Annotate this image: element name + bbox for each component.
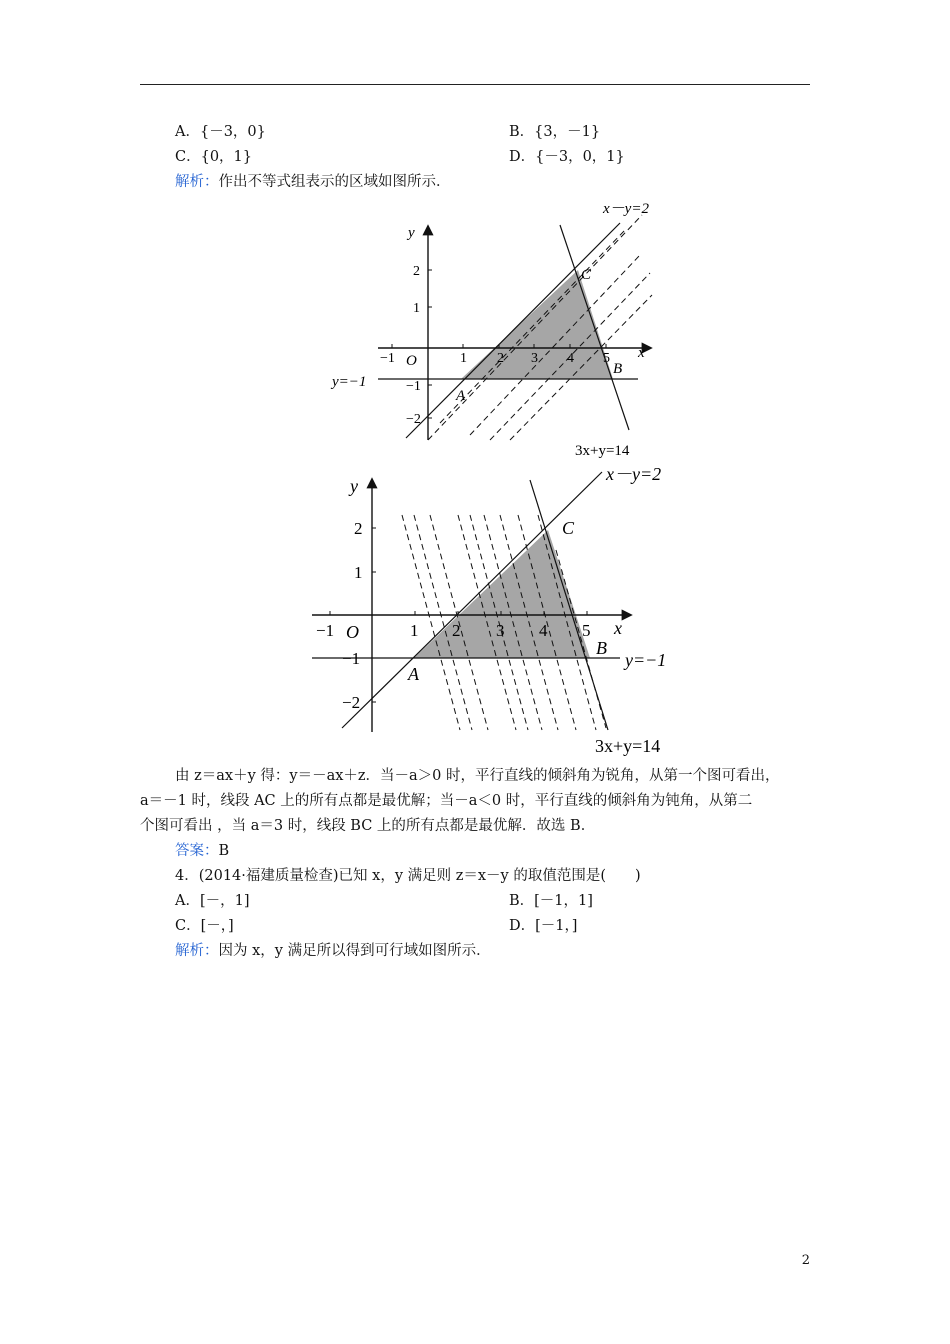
fig2-point-c: C	[562, 518, 575, 538]
fig1-point-b: B	[613, 361, 623, 377]
fig1-tick-x: 5	[603, 351, 610, 366]
fig1-tick-y: −2	[406, 412, 421, 427]
fig1-point-a: A	[456, 388, 466, 404]
dashed-level-line	[428, 215, 642, 440]
q4-option-a: A．[－，1]	[175, 893, 250, 909]
fig2-tick-y: −2	[342, 693, 361, 712]
q3-analysis-label: 解析：	[175, 174, 219, 190]
fig2-point-b: B	[596, 638, 607, 658]
dashed-level-line	[440, 230, 625, 423]
answer-value: B	[218, 843, 230, 859]
q3-analysis	[175, 172, 451, 192]
fig2-tick-y: −1	[342, 649, 361, 668]
page-number: 2	[801, 1253, 810, 1268]
fig1-tick-x: 2	[497, 351, 504, 366]
figure-2	[290, 460, 710, 760]
fig2-tick-y: 1	[354, 563, 363, 582]
explain-line-3: 个图可看出 ，当 a＝3 时，线段 BC 上的所有点都是最优解．故选 B．	[140, 818, 596, 834]
fig1-label-x-minus-y: x－y=2	[603, 201, 649, 217]
fig2-tick-x: 5	[582, 621, 591, 640]
explain-line-1: 由 z＝ax＋y 得：y＝－ax＋z．当－a＞0 时，平行直线的倾斜角为锐角，从第一个图可看出，	[175, 768, 780, 784]
fig1-x-axis-label: x	[638, 345, 645, 361]
header-rule	[140, 84, 810, 85]
fig2-label-x-minus-y: x－y=2	[606, 464, 662, 484]
fig2-point-a: A	[408, 664, 419, 684]
fig2-label-3x-plus-y: 3x+y=14	[595, 736, 661, 756]
fig1-tick-x: −1	[380, 351, 395, 366]
q4-stem: 4．(2014·福建质量检查)已知 x，y 满足则 z＝x－y 的取值范围是( )	[175, 868, 641, 884]
q4-option-c: C．[－，]	[175, 918, 234, 934]
fig1-label-3x-plus-y: 3x+y=14	[575, 443, 630, 459]
fig1-tick-x: 1	[460, 351, 467, 366]
fig2-label-y-minus-1: y=−1	[625, 650, 667, 670]
q4-option-d: D．[－1，]	[509, 918, 578, 934]
q3-option-d: D．{－3，0，1}	[509, 149, 625, 165]
q4-analysis-label: 解析：	[175, 943, 219, 959]
figure-1	[320, 195, 680, 460]
fig1-y-axis-label: y	[408, 225, 415, 241]
fig1-tick-y: 1	[413, 301, 420, 316]
fig2-tick-x: 4	[539, 621, 548, 640]
fig1-tick-y: −1	[406, 379, 421, 394]
q3-analysis-text: 作出不等式组表示的区域如图所示．	[218, 174, 451, 190]
fig1-point-c: C	[581, 267, 592, 283]
answer	[175, 841, 229, 861]
fig1-label-y-minus-1: y=−1	[332, 374, 367, 390]
q3-option-c: C．{0，1}	[175, 149, 252, 165]
fig1-tick-y: 2	[413, 264, 420, 279]
explain-line-2: a＝－1 时，线段 AC 上的所有点都是最优解；当－a＜0 时，平行直线的倾斜角为钝角，从第二	[140, 793, 753, 809]
q4-analysis-text: 因为 x，y 满足所以得到可行域如图所示．	[218, 943, 491, 959]
answer-label: 答案：	[175, 843, 219, 859]
fig2-tick-x: −1	[316, 621, 335, 640]
q3-option-a: A．{－3，0}	[175, 124, 266, 140]
q4-analysis	[175, 941, 491, 961]
fig1-tick-x: 4	[567, 351, 574, 366]
fig2-tick-x: 2	[452, 621, 461, 640]
fig2-tick-x: 3	[496, 621, 505, 640]
q3-option-b: B．{3，－1}	[509, 124, 601, 140]
fig2-origin-label: O	[346, 622, 359, 642]
fig1-tick-x: 3	[531, 351, 538, 366]
fig2-y-axis-label: y	[350, 476, 358, 496]
fig2-tick-x: 1	[410, 621, 419, 640]
q4-option-b: B．[－1，1]	[509, 893, 593, 909]
fig1-origin-label: O	[406, 353, 417, 369]
fig2-x-axis-label: x	[614, 618, 622, 638]
dashed-level-line	[470, 255, 640, 435]
fig2-tick-y: 2	[354, 519, 363, 538]
